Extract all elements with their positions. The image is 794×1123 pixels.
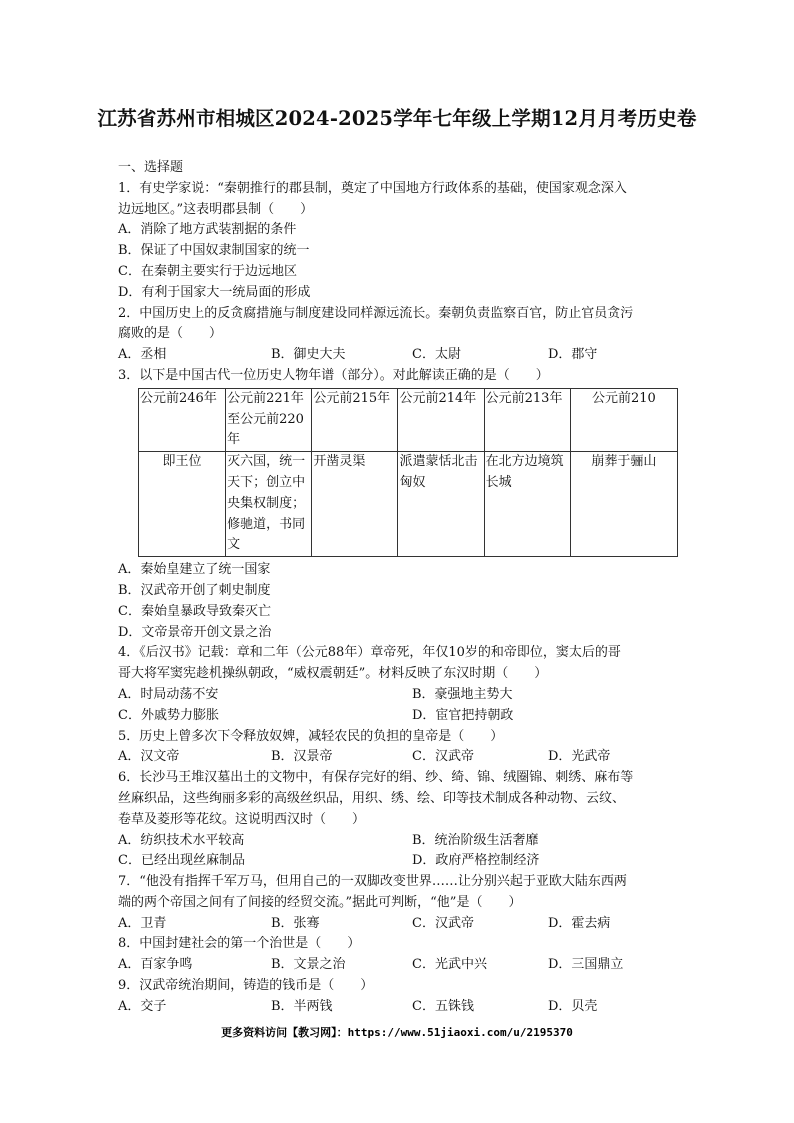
question-6	[118, 768, 678, 872]
question-5-option-c: C．汉武帝	[412, 749, 474, 765]
question-2-options	[118, 345, 678, 366]
question-6-option-b: B．统治阶级生活奢靡	[412, 832, 539, 848]
question-3-option-c: C．秦始皇暴政导致秦灭亡	[118, 603, 271, 619]
table-cell-year-5: 公元前213年	[484, 388, 570, 451]
question-6-options-row2	[118, 851, 678, 872]
question-7	[118, 872, 678, 934]
question-1-stem-line1: 1．有史学家说：“秦朝推行的郡县制，奠定了中国地方行政体系的基础，使国家观念深入	[118, 180, 627, 196]
question-2-option-b: B．御史大夫	[271, 347, 346, 363]
question-5-stem-line1: 5．历史上曾多次下令释放奴婢，减轻农民的负担的皇帝是（ ）	[118, 728, 504, 744]
section-heading: 一、选择题	[118, 160, 184, 175]
table-cell-event-4: 派遣蒙恬北击匈奴	[398, 452, 484, 557]
question-4-stem-line2: 哥大将军窦宪趁机操纵朝政，“威权震朝廷”。材料反映了东汉时期（ ）	[118, 666, 548, 682]
table-cell-year-2: 公元前221年至公元前220年	[226, 388, 312, 451]
question-9-options	[118, 997, 678, 1018]
question-6-option-d: D．政府严格控制经济	[412, 853, 540, 869]
question-2-option-d: D．郡守	[548, 347, 598, 363]
question-9-option-d: D．贝壳	[548, 998, 598, 1014]
table-cell-year-4: 公元前214年	[398, 388, 484, 451]
question-7-option-b: B．张骞	[271, 915, 320, 931]
question-4-stem-line1: 4．《后汉书》记载：章和二年（公元88年）章帝死，年仅10岁的和帝即位，窦太后的哥	[118, 645, 621, 661]
table-cell-year-1: 公元前246年	[139, 388, 226, 451]
question-8-option-a: A．百家争鸣	[118, 957, 193, 973]
question-1-option-b: B．保证了中国奴隶制国家的统一	[118, 243, 310, 259]
table-row-years	[139, 388, 678, 451]
table-cell-year-3: 公元前215年	[312, 388, 398, 451]
question-3-option-d: D．文帝景帝开创文景之治	[118, 624, 272, 640]
table-row-events	[139, 452, 678, 557]
question-9-stem-line1: 9．汉武帝统治期间，铸造的钱币是（ ）	[118, 978, 374, 994]
question-6-stem-line3: 卷草及菱形等花纹。这说明西汉时（ ）	[118, 811, 366, 827]
question-4-options-row2	[118, 706, 678, 727]
question-5-option-d: D．光武帝	[548, 749, 611, 765]
question-8-option-d: D．三国鼎立	[548, 957, 624, 973]
question-9-option-a: A．交子	[118, 998, 167, 1014]
question-2-stem-line1: 2．中国历史上的反贪腐措施与制度建设同样源远流长。秦朝负责监察百官，防止官员贪污	[118, 305, 634, 321]
question-7-option-a: A．卫青	[118, 915, 167, 931]
question-2	[118, 304, 678, 366]
table-cell-year-6: 公元前210	[570, 388, 677, 451]
question-7-option-c: C．汉武帝	[412, 915, 474, 931]
question-8	[118, 934, 678, 976]
question-5-options	[118, 747, 678, 768]
question-8-option-c: C．光武中兴	[412, 957, 487, 973]
question-4	[118, 643, 678, 726]
question-3-stem-line1: 3．以下是中国古代一位历史人物年谱（部分）。对此解读正确的是（ ）	[118, 367, 549, 383]
question-6-stem-line2: 丝麻织品，这些绚丽多彩的高级丝织品，用织、绣、绘、印等技术制成各种动物、云纹、	[118, 790, 626, 806]
table-cell-event-6: 崩葬于骊山	[570, 452, 677, 557]
question-9-option-c: C．五铢钱	[412, 998, 474, 1014]
question-3	[118, 366, 678, 643]
question-1	[118, 179, 678, 304]
question-7-option-d: D．霍去病	[548, 915, 611, 931]
question-1-option-c: C．在秦朝主要实行于边远地区	[118, 263, 297, 279]
question-8-option-b: B．文景之治	[271, 957, 346, 973]
table-cell-event-5: 在北方边境筑长城	[484, 452, 570, 557]
exam-body	[118, 158, 678, 1018]
question-7-options	[118, 914, 678, 935]
question-9	[118, 976, 678, 1018]
question-6-options-row1	[118, 831, 678, 852]
question-7-stem-line1: 7．“他没有指挥千军万马，但用自己的一双脚改变世界……让分别兴起于亚欧大陆东西两	[118, 874, 627, 890]
question-5-option-a: A．汉文帝	[118, 749, 180, 765]
question-1-option-a: A．消除了地方武装割据的条件	[118, 222, 297, 238]
question-8-stem-line1: 8．中国封建社会的第一个治世是（ ）	[118, 936, 361, 952]
question-9-option-b: B．半两钱	[271, 998, 333, 1014]
question-7-stem-line2: 端的两个帝国之间有了间接的经贸交流。”据此可判断，“他”是（ ）	[118, 894, 522, 910]
question-1-stem-line2: 边远地区。”这表明郡县制（ ）	[118, 201, 314, 217]
table-cell-event-1: 即王位	[139, 452, 226, 557]
question-8-options	[118, 955, 678, 976]
question-2-option-a: A．丞相	[118, 347, 167, 363]
question-4-option-d: D．宦官把持朝政	[412, 707, 514, 723]
question-6-option-a: A．纺织技术水平较高	[118, 832, 245, 848]
table-cell-event-3: 开凿灵渠	[312, 452, 398, 557]
question-4-option-b: B．豪强地主势大	[412, 686, 513, 702]
question-3-option-b: B．汉武帝开创了刺史制度	[118, 582, 271, 598]
question-3-option-a: A．秦始皇建立了统一国家	[118, 562, 271, 578]
question-2-option-c: C．太尉	[412, 347, 461, 363]
footer-link[interactable]: 更多资料访问【教习网】：https://www.51jiaoxi.com/u/2195370	[221, 1026, 573, 1039]
table-cell-event-2: 灭六国，统一天下；创立中央集权制度；修驰道，书同文	[226, 452, 312, 557]
question-6-option-c: C．已经出现丝麻制品	[118, 853, 245, 869]
question-5	[118, 727, 678, 769]
question-6-stem-line1: 6．长沙马王堆汉墓出土的文物中，有保存完好的绢、纱、绮、锦、绒圈锦、刺绣、麻布等	[118, 770, 634, 786]
question-4-option-c: C．外戚势力膨胀	[118, 707, 219, 723]
question-4-option-a: A．时局动荡不安	[118, 686, 219, 702]
question-5-option-b: B．汉景帝	[271, 749, 333, 765]
question-1-option-d: D．有利于国家大一统局面的形成	[118, 284, 311, 300]
question-4-options-row1	[118, 685, 678, 706]
question-2-stem-line2: 腐败的是（ ）	[118, 326, 223, 342]
page-title: 江苏省苏州市相城区2024-2025学年七年级上学期12月月考历史卷	[97, 107, 697, 130]
chronology-table	[138, 388, 678, 557]
